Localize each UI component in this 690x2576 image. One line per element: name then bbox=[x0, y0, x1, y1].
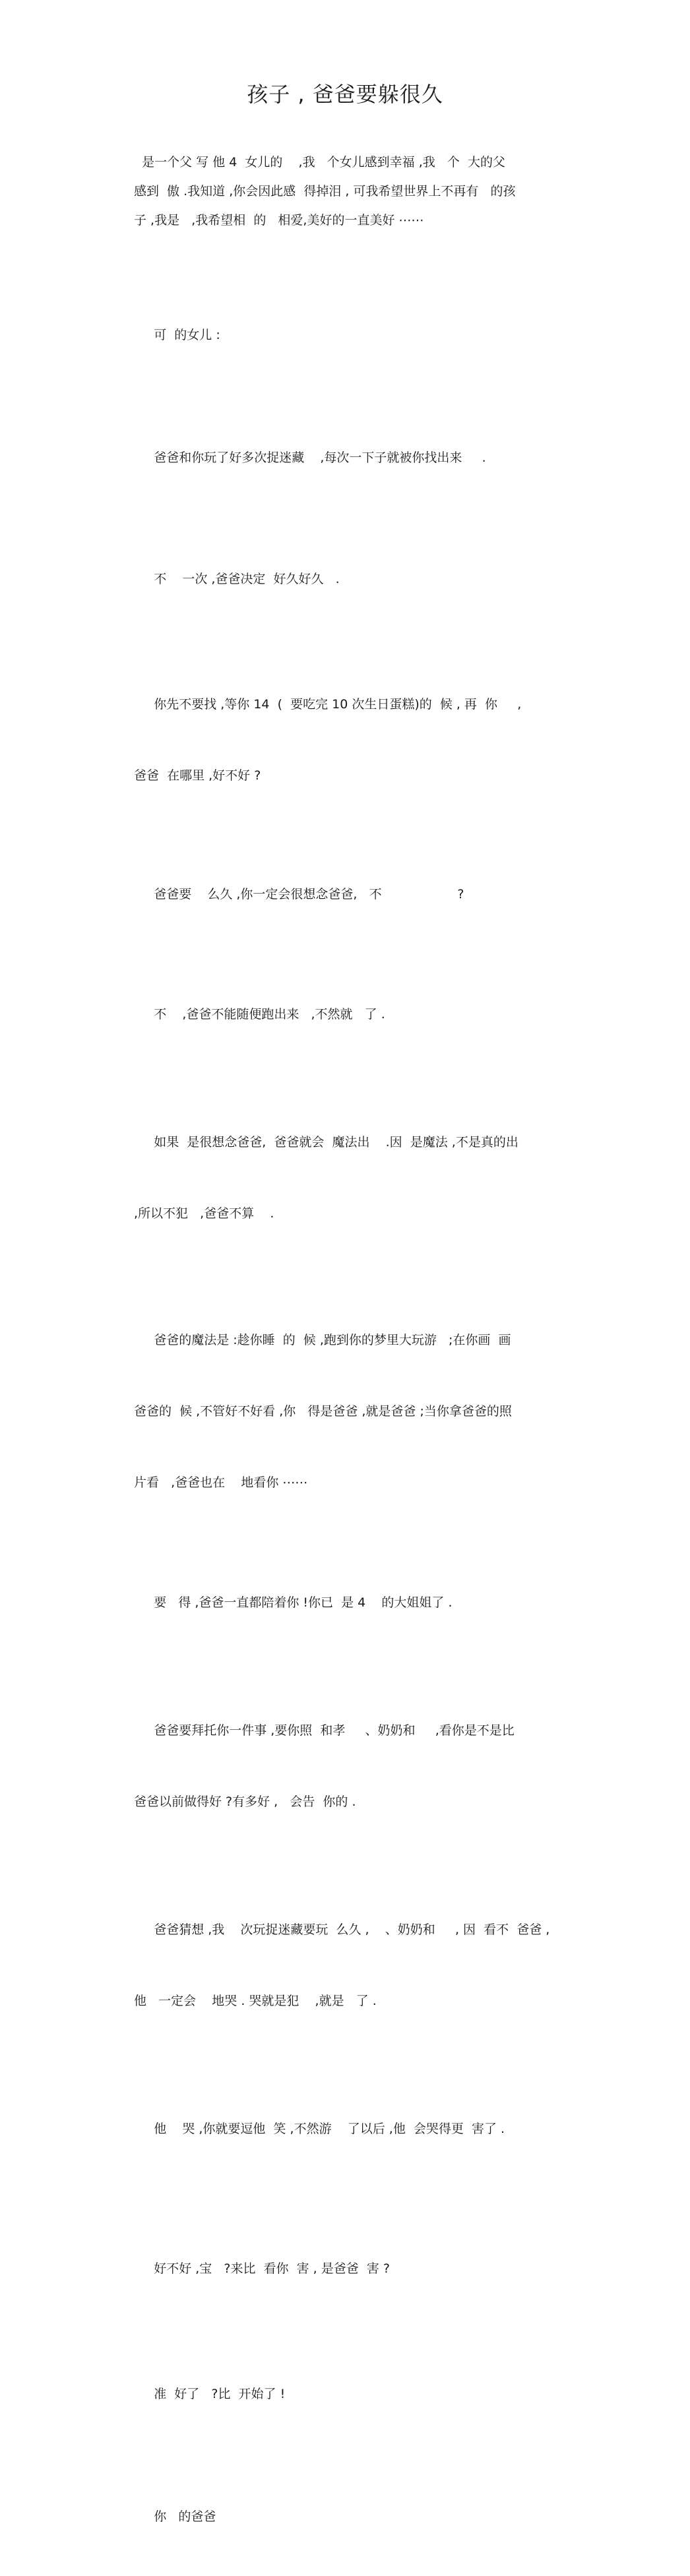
letter-line: 爸爸要拜托你一件事 ,要你照 和孝 、奶奶和 ,看你是不是比 bbox=[134, 1723, 515, 1738]
letter-paragraph bbox=[134, 398, 589, 517]
intro-line: 感到 傲 .我知道 ,你会因此感 得掉泪 , 可我希望世界上不再有 的孩 bbox=[134, 184, 516, 199]
letter-line: 爸爸的 候 ,不管好不好看 ,你 得是爸爸 ,就是爸爸 ;当你拿爸爸的照 bbox=[134, 1404, 512, 1419]
letter-paragraph bbox=[134, 835, 589, 954]
letter-paragraph bbox=[134, 1671, 589, 1861]
letter-paragraph bbox=[134, 1281, 589, 1542]
letter-line: 如果 是很想念爸爸, 爸爸就会 魔法出 .因 是魔法 ,不是真的出 bbox=[134, 1135, 518, 1150]
letter-paragraph bbox=[134, 520, 589, 638]
letter-line: 不 ,爸爸不能随便跑出来 ,不然就 了 . bbox=[134, 1007, 385, 1022]
letter-line: 不 一次 ,爸爸决定 好久好久 . bbox=[134, 572, 340, 586]
letter-line: 爸爸的魔法是 :趁你睡 的 候 ,跑到你的梦里大玩游 ;在你画 画 bbox=[134, 1333, 511, 1347]
letter-paragraph bbox=[134, 2070, 589, 2188]
letter-line: 爸爸要 么久 ,你一定会很想念爸爸, 不 ? bbox=[134, 887, 464, 902]
letter-paragraph bbox=[134, 1543, 589, 1662]
document-title: 孩子 , 爸爸要躲很久 bbox=[247, 82, 443, 107]
intro-line: 子 ,我是 ,我希望相 的 相爱,美好的一直美好 ⋯⋯ bbox=[134, 213, 424, 228]
letter-line: 片看 ,爸爸也在 地看你 ⋯⋯ bbox=[134, 1475, 308, 1490]
letter-paragraph bbox=[134, 2335, 589, 2453]
intro-paragraph bbox=[134, 148, 582, 235]
intro-line: 是一个父 写 他 4 女儿的 ,我 个女儿感到幸福 ,我 个 大的父 bbox=[134, 155, 505, 169]
letter-paragraph bbox=[134, 645, 589, 835]
letter-signature bbox=[134, 2457, 589, 2576]
letter-line: 好不好 ,宝 ?来比 看你 害 , 是爸爸 害 ? bbox=[134, 2261, 390, 2276]
letter-line: 爸爸 在哪里 ,好不好 ? bbox=[134, 768, 261, 783]
letter-line: 你先不要找 ,等你 14 ( 要吃完 10 次生日蛋糕)的 候 , 再 你 , bbox=[134, 697, 522, 712]
letter-line: ,所以不犯 ,爸爸不算 . bbox=[134, 1206, 274, 1221]
letter-line: 爸爸和你玩了好多次捉迷藏 ,每次一下子就被你找出来 . bbox=[134, 450, 486, 465]
letter-paragraph bbox=[134, 2209, 589, 2328]
letter-line: 可 的女儿 : bbox=[134, 328, 220, 342]
letter-paragraph bbox=[134, 955, 589, 1074]
letter-line: 爸爸猜想 ,我 次玩捉迷藏要玩 么久 , 、奶奶和 , 因 看不 爸爸 , bbox=[134, 1922, 550, 1937]
letter-body bbox=[134, 276, 589, 2576]
letter-greeting bbox=[134, 276, 589, 394]
letter-paragraph bbox=[134, 1870, 589, 2060]
letter-line: 要 得 ,爸爸一直都陪着你 !你已 是 4 的大姐姐了 . bbox=[134, 1595, 453, 1610]
letter-line: 准 好了 ?比 开始了 ! bbox=[134, 2387, 286, 2401]
letter-line: 他 一定会 地哭 . 哭就是犯 ,就是 了 . bbox=[134, 1994, 377, 2008]
letter-paragraph bbox=[134, 1083, 589, 1273]
letter-line: 你 的爸爸 bbox=[134, 2509, 216, 2524]
letter-line: 爸爸以前做得好 ?有多好 , 会告 你的 . bbox=[134, 1794, 356, 1809]
letter-line: 他 哭 ,你就要逗他 笑 ,不然游 了以后 ,他 会哭得更 害了 . bbox=[134, 2122, 505, 2136]
